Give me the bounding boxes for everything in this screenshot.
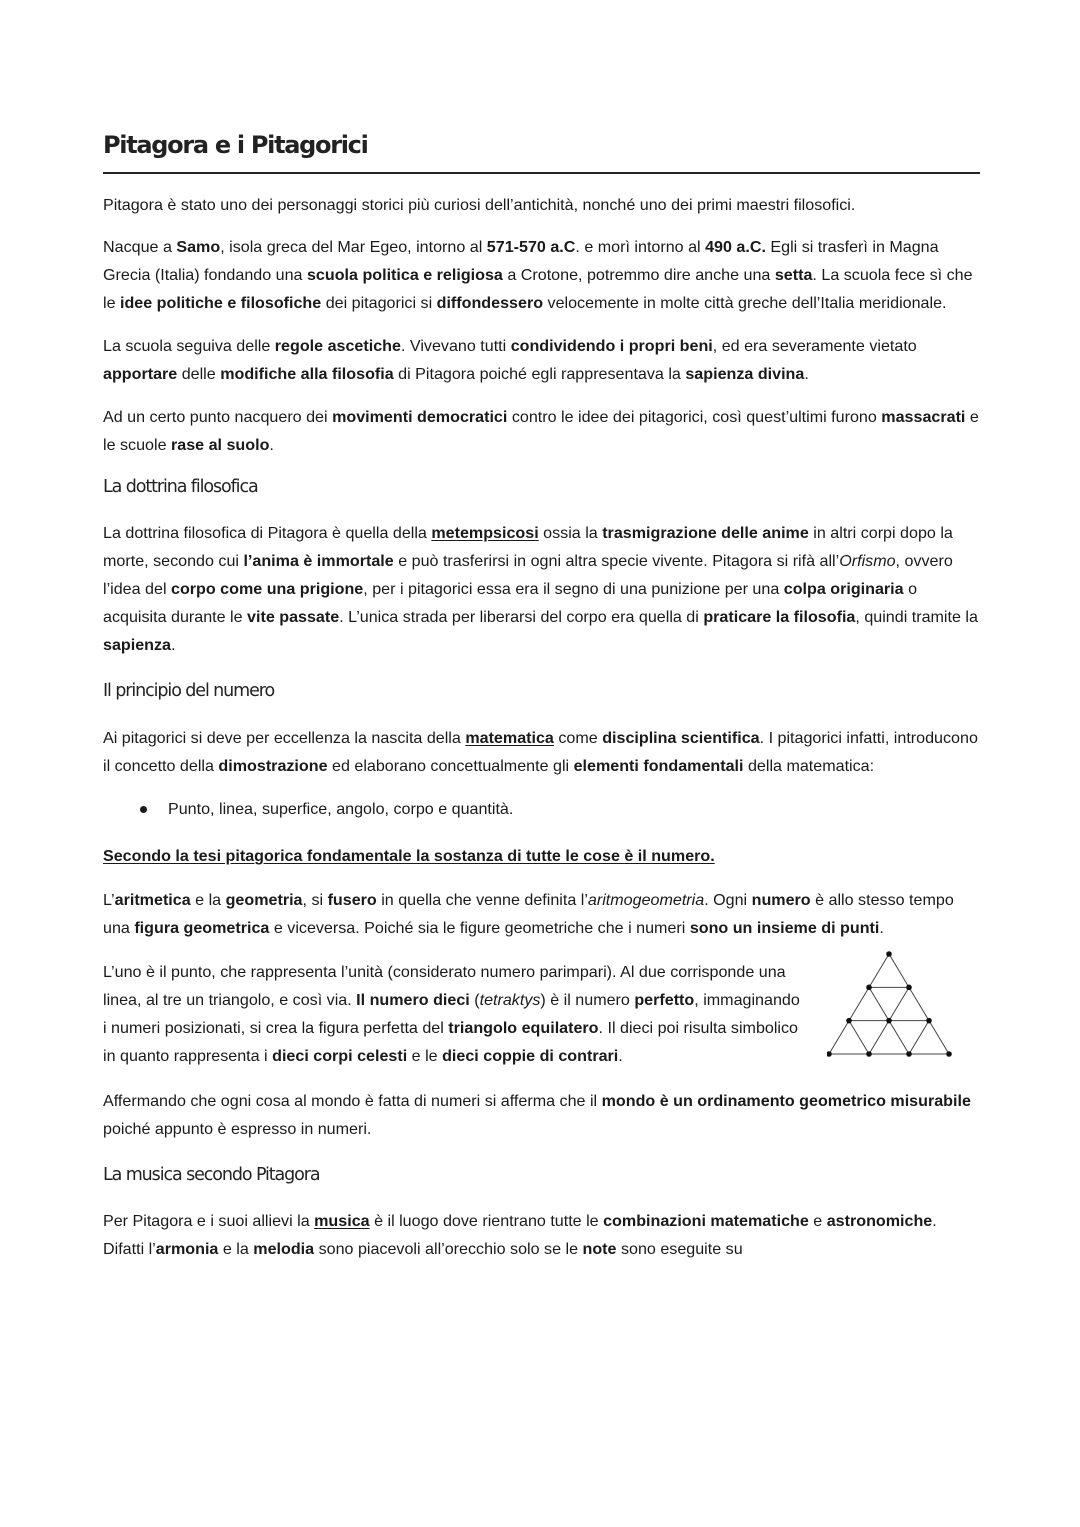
text-run: metempsicosi — [431, 524, 539, 542]
text-run: vite passate — [247, 608, 340, 626]
text-run: mondo è un ordinamento geometrico misurabile — [601, 1092, 971, 1110]
text-run: ) è il numero — [540, 991, 635, 1009]
paragraph-doctrine — [103, 519, 980, 659]
text-run: e — [808, 1212, 827, 1230]
text-run: sapienza divina — [685, 365, 805, 383]
text-run: . I pitagorici infatti, introducono il concetto della — [103, 729, 978, 775]
paragraph-mathematics — [103, 724, 980, 780]
text-run: . Difatti l’ — [103, 1212, 937, 1258]
text-run: . Il dieci poi risulta simbolico in quanto rappresenta i — [103, 1019, 798, 1065]
tetraktys-figure — [803, 958, 980, 1070]
tetraktys-line — [889, 954, 909, 987]
text-run: condividendo i propri beni — [510, 337, 713, 355]
text-run: praticare la filosofia — [703, 608, 856, 626]
tetraktys-line — [869, 987, 889, 1020]
text-run: disciplina scientifica — [602, 729, 760, 747]
text-run: . La scuola fece sì che le — [103, 266, 973, 312]
text-run: Per Pitagora e i suoi allievi la — [103, 1212, 315, 1230]
tetraktys-line — [909, 1021, 929, 1054]
paragraph-world-order — [103, 1087, 980, 1143]
text-run: apportare — [103, 365, 178, 383]
text-run: , quindi tramite la — [855, 608, 978, 626]
tetraktys-point — [886, 1018, 892, 1024]
text-run: e la — [190, 891, 226, 909]
text-run: Il numero dieci — [356, 991, 470, 1009]
text-run: modifiche alla filosofia — [220, 365, 394, 383]
text-run: perfetto — [634, 991, 695, 1009]
text-run: Pitagora è stato uno dei personaggi storici più curiosi dell’antichità, nonché uno dei primi maestri filosofici. — [103, 196, 856, 214]
text-run: rase al suolo — [171, 436, 270, 454]
tetraktys-point — [906, 1051, 912, 1057]
tetraktys-line — [889, 1021, 909, 1054]
text-run: elementi fondamentali — [573, 757, 744, 775]
text-run: corpo come una prigione — [171, 580, 364, 598]
text-run: , si — [302, 891, 328, 909]
text-run: 571-570 a.C — [486, 238, 576, 256]
text-run: ed elaborano concettualmente gli — [327, 757, 574, 775]
tetraktys-line — [889, 987, 909, 1020]
text-run: , ovvero l’idea del — [103, 552, 953, 598]
list-item-text: Punto, linea, superfice, angolo, corpo e quantità. — [168, 800, 514, 818]
text-run: Ai pitagorici si deve per eccellenza la nascita della — [103, 729, 466, 747]
text-run: . L’unica strada per liberarsi del corpo era quella di — [339, 608, 704, 626]
text-run: triangolo equilatero — [448, 1019, 599, 1037]
text-run: dei pitagorici si — [321, 294, 437, 312]
text-run: dieci corpi celesti — [272, 1047, 408, 1065]
paragraph-tetraktys — [103, 958, 803, 1070]
tetraktys-line — [909, 987, 929, 1020]
tetraktys-line — [849, 987, 869, 1020]
text-run: musica — [314, 1212, 370, 1230]
section-heading-doctrine: La dottrina filosofica — [103, 477, 258, 497]
text-run: aritmogeometria — [587, 891, 705, 909]
text-run: sono un insieme di punti — [689, 919, 880, 937]
tetraktys-line — [829, 1021, 849, 1054]
text-run: sono piacevoli all’orecchio solo se le — [314, 1240, 583, 1258]
text-run: L’ — [103, 891, 115, 909]
text-run: numero — [751, 891, 811, 909]
text-run: ( — [469, 991, 480, 1009]
tetraktys-point — [946, 1051, 952, 1057]
text-run: massacrati — [881, 408, 966, 426]
paragraph-music — [103, 1207, 980, 1263]
text-run: dieci coppie di contrari — [442, 1047, 619, 1065]
text-run: note — [582, 1240, 617, 1258]
text-run: movimenti democratici — [332, 408, 508, 426]
section-heading-music: La musica secondo Pitagora — [103, 1165, 320, 1185]
text-run: astronomiche — [826, 1212, 933, 1230]
text-run: , immaginando i numeri posizionati, si crea la figura perfetta del — [103, 991, 800, 1037]
text-run: armonia — [155, 1240, 219, 1258]
text-run: della matematica: — [743, 757, 875, 775]
tetraktys-point — [886, 951, 892, 957]
text-run: La scuola seguiva delle — [103, 337, 275, 355]
text-run: 490 a.C. — [705, 238, 766, 256]
text-run: sono eseguite su — [616, 1240, 743, 1258]
text-run: , ed era severamente vietato — [712, 337, 917, 355]
paragraph-school-rules — [103, 332, 980, 388]
tetraktys-line — [869, 954, 889, 987]
text-run: , per i pitagorici essa era il segno di una punizione per una — [363, 580, 784, 598]
text-run: figura geometrica — [134, 919, 270, 937]
text-run: scuola politica e religiosa — [306, 266, 503, 284]
text-run: L’uno è il punto, che rappresenta l’unità (considerato numero parimpari). Al due corrisponde una linea, al tre un triangolo, e così via. — [103, 963, 786, 1009]
text-run: trasmigrazione delle anime — [602, 524, 809, 542]
text-run: Orfismo — [839, 552, 896, 570]
text-run: come — [553, 729, 603, 747]
text-run: ossia la — [538, 524, 603, 542]
text-run: delle — [177, 365, 221, 383]
text-run: in altri corpi dopo la morte, secondo cui — [103, 524, 953, 570]
text-run: . — [269, 436, 274, 454]
text-run: , isola greca del Mar Egeo, intorno al — [220, 238, 487, 256]
section-heading-number: Il principio del numero — [103, 681, 275, 701]
text-run: e le — [407, 1047, 443, 1065]
text-run: è allo stesso tempo una — [103, 891, 954, 937]
text-run: . — [618, 1047, 623, 1065]
tetraktys-point — [906, 985, 912, 991]
paragraph-arithmogeometry — [103, 886, 980, 942]
text-run: e le scuole — [103, 408, 979, 454]
tetraktys-point — [827, 1051, 832, 1057]
text-run: Samo — [176, 238, 221, 256]
text-run: a Crotone, potremmo dire anche una — [502, 266, 775, 284]
text-run: matematica — [465, 729, 554, 747]
text-run: . Vivevano tutti — [400, 337, 511, 355]
tetraktys-line — [929, 1021, 949, 1054]
tetraktys-point — [926, 1018, 932, 1024]
text-run: . — [879, 919, 884, 937]
list-item — [103, 795, 980, 823]
text-run: in quella che venne definita l’ — [376, 891, 588, 909]
text-run: Nacque a — [103, 238, 177, 256]
paragraph-thesis — [103, 842, 980, 870]
text-run: velocemente in molte città greche dell’Italia meridionale. — [543, 294, 947, 312]
text-run: La dottrina filosofica di Pitagora è quella della — [103, 524, 432, 542]
text-run: poiché appunto è espresso in numeri. — [103, 1120, 372, 1138]
paragraph-end-of-school — [103, 403, 980, 459]
tetraktys-point — [846, 1018, 852, 1024]
text-run: Secondo la tesi pitagorica fondamentale la sostanza di tutte le cose è il numero. — [103, 847, 715, 865]
text-run: tetraktys — [479, 991, 541, 1009]
text-run: fusero — [327, 891, 377, 909]
paragraph-biography — [103, 233, 980, 317]
tetraktys-line — [849, 1021, 869, 1054]
bullet-icon — [140, 806, 147, 813]
text-run: idee politiche e filosofiche — [120, 294, 322, 312]
text-run: dimostrazione — [218, 757, 328, 775]
tetraktys-diagram — [827, 946, 967, 1066]
text-run: regole ascetiche — [274, 337, 401, 355]
text-run: geometria — [225, 891, 303, 909]
bullet-list — [103, 795, 980, 823]
text-run: aritmetica — [114, 891, 191, 909]
text-run: o acquisita durante le — [103, 580, 918, 626]
paragraph-intro — [103, 191, 980, 219]
tetraktys-section — [103, 958, 980, 1070]
text-run: . Ogni — [704, 891, 752, 909]
page-title: Pitagora e i Pitagorici — [103, 128, 980, 174]
text-run: colpa originaria — [783, 580, 904, 598]
text-run: Ad un certo punto nacquero dei — [103, 408, 333, 426]
text-run: . — [170, 636, 176, 654]
text-run: e la — [218, 1240, 254, 1258]
text-run: di Pitagora poiché egli rappresentava la — [393, 365, 686, 383]
text-run: sapienza — [103, 636, 171, 654]
text-run: Egli si trasferì in Magna Grecia (Italia) fondando una — [103, 238, 939, 284]
tetraktys-point — [866, 1051, 872, 1057]
tetraktys-point — [866, 985, 872, 991]
text-run: l’anima è immortale — [243, 552, 394, 570]
text-run: diffondessero — [436, 294, 544, 312]
text-run: è il luogo dove rientrano tutte le — [369, 1212, 604, 1230]
text-run: . e morì intorno al — [575, 238, 706, 256]
text-run: combinazioni matematiche — [603, 1212, 809, 1230]
tetraktys-line — [869, 1021, 889, 1054]
text-run: e viceversa. Poiché sia le figure geometriche che i numeri — [269, 919, 690, 937]
document-body — [103, 128, 980, 1263]
text-run: Affermando che ogni cosa al mondo è fatta di numeri si afferma che il — [103, 1092, 602, 1110]
text-run: . — [804, 365, 809, 383]
text-run: contro le idee dei pitagorici, così quest’ultimi furono — [507, 408, 882, 426]
text-run: e può trasferirsi in ogni altra specie vivente. Pitagora si rifà all’ — [393, 552, 840, 570]
text-run: melodia — [253, 1240, 315, 1258]
text-run: setta — [774, 266, 813, 284]
